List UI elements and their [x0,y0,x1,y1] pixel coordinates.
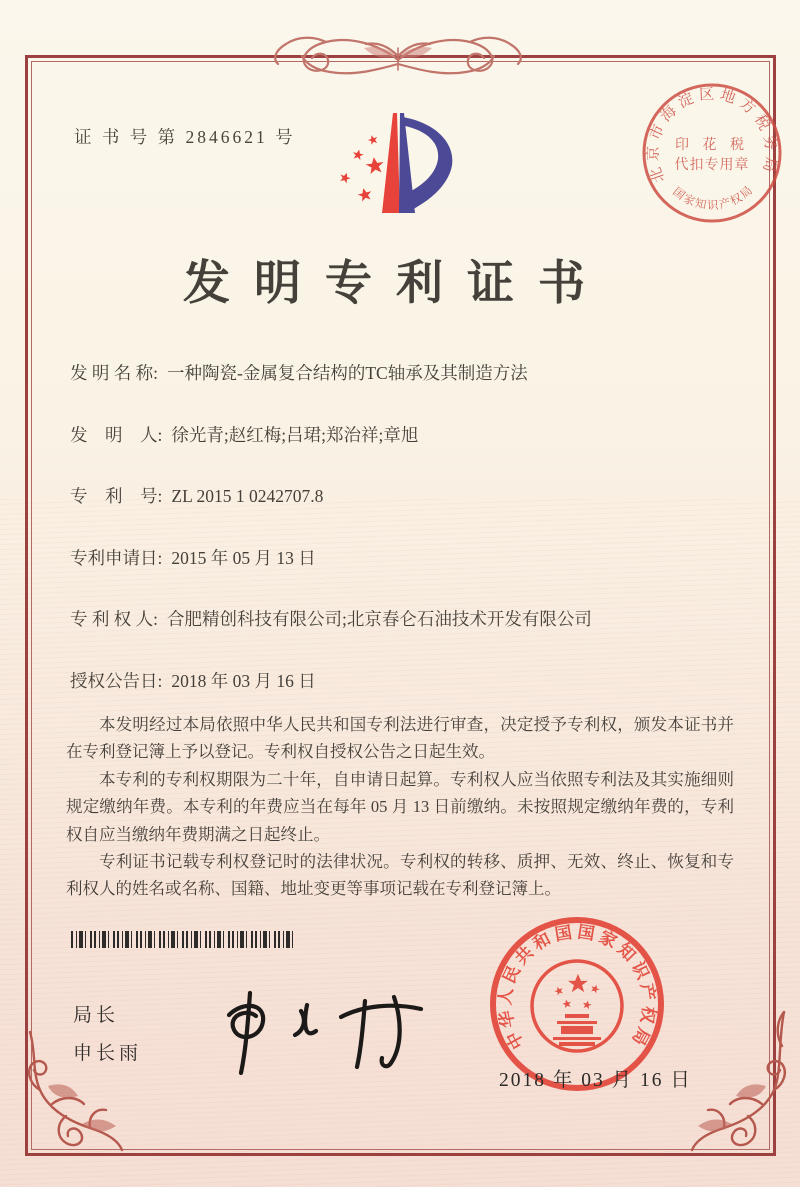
field-grant-date [70,670,734,692]
logo-stars [338,134,385,202]
field-label: 发 明 人: [70,424,163,445]
seal-ring-text: 中华人民共和国国家知识产权局 [495,922,659,1053]
issue-date: 2018 年 03 月 16 日 [499,1070,692,1091]
top-flourish-ornament [258,26,538,84]
field-inventors [70,424,734,446]
legal-paragraph-3: 专利证书记载专利权登记时的法律状况。专利权的转移、质押、无效、终止、恢复和专利权人的姓名或名称、国籍、地址变更等事项记载在专利登记簿上。 [66,852,734,899]
national-emblem [532,961,622,1051]
field-value: 2015 年 05 月 13 日 [171,547,316,568]
stamp-duty-seal [640,81,784,225]
field-application-date [70,547,734,569]
field-value: 2018 年 03 月 16 日 [171,670,316,691]
field-value: ZL 2015 1 0242707.8 [171,486,324,506]
field-label: 专 利 权 人: [70,609,158,629]
field-label: 发 明 名 称: [70,363,158,383]
field-patentee [70,608,734,630]
svg-text:国家知识产权局 [670,183,756,212]
barcode [71,931,293,948]
field-label: 授权公告日: [70,670,163,691]
commissioner-title: 局长 [73,1005,120,1026]
field-invention-name [70,362,734,384]
field-value: 合肥精创科技有限公司;北京春仑石油技术开发有限公司 [167,609,592,629]
logo-red-wedge [382,113,400,213]
field-value: 徐光青;赵红梅;吕珺;郑治祥;章旭 [171,424,419,445]
legal-paragraph-2: 本专利的专利权期限为二十年，自申请日起算。专利权人应当依照专利法及其实施细则规定缴纳年费。本专利的年费应当在每年 05 月 13 日前缴纳。未按照规定缴纳年费的，专利权自应当缴纳年费期满之日起终止。 [66,769,734,844]
field-label: 专 利 号: [70,486,163,506]
tax-seal-top-text: 北京市海淀区地方税务局 [645,86,779,185]
field-patent-number [70,485,734,507]
certificate-number: 证 书 号 第 2846621 号 [74,127,296,147]
tax-seal-line1: 印 花 税 [675,138,749,153]
commissioner-signature [195,983,430,1075]
commissioner-name: 申长雨 [73,1043,143,1064]
bottom-right-flourish [688,1008,792,1156]
tax-seal-line2: 代扣专用章 [674,158,750,173]
legal-paragraph-1: 本发明经过本局依照中华人民共和国专利法进行审查，决定授予专利权，颁发本证书并在专利登记簿上予以登记。专利权自授权公告之日起生效。 [66,715,734,762]
field-value: 一种陶瓷-金属复合结构的TC轴承及其制造方法 [167,363,528,383]
field-list [70,362,734,731]
tax-seal-bottom-text: 国家知识产权局 [670,183,757,213]
field-label: 专利申请日: [70,547,163,568]
legal-text [66,711,734,903]
certificate-title: 发明专利证书 [183,258,609,310]
cnipa-logo [336,103,466,221]
